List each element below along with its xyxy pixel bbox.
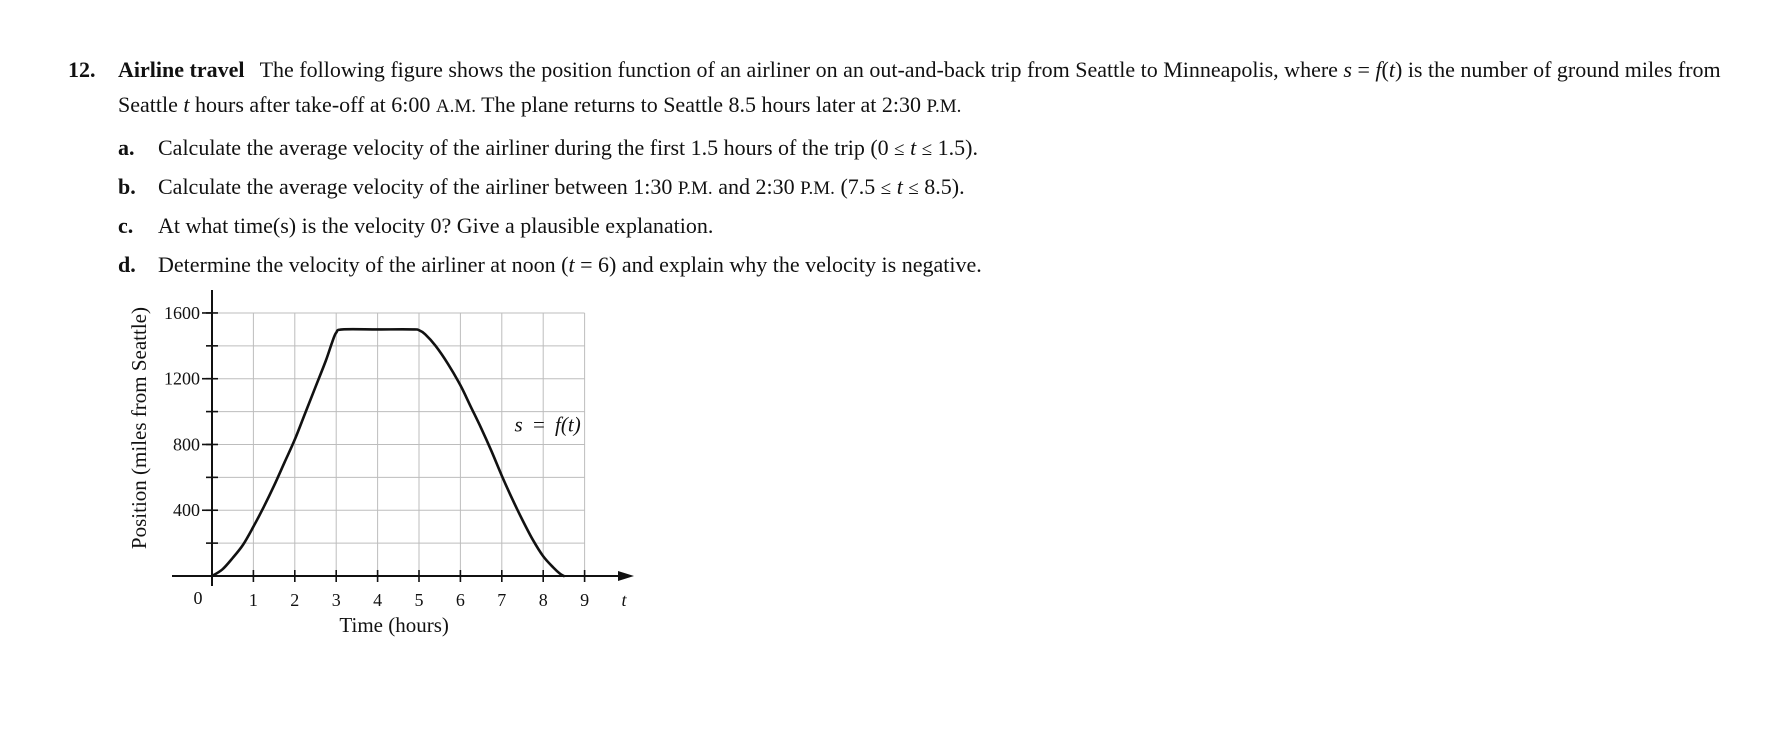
problem-intro-3: hours after take-off at 6:00 bbox=[195, 92, 431, 117]
series-line-s-of-t bbox=[212, 329, 564, 576]
part-b-pm-2: P.M. bbox=[800, 178, 835, 199]
y-tick-label: 1600 bbox=[164, 302, 200, 323]
curve-label bbox=[515, 412, 581, 436]
part-b-text-mid: and 2:30 bbox=[718, 174, 795, 199]
curve-label-t: (t) bbox=[560, 412, 581, 437]
curve-label-eq: = bbox=[532, 412, 545, 437]
problem-parts bbox=[68, 130, 1728, 286]
y-tick-label: 1200 bbox=[164, 368, 200, 389]
part-a-le-1: ≤ bbox=[894, 139, 905, 160]
part-c-text-1: At what time(s) is the velocity 0? Give a plausible explanation. bbox=[158, 213, 714, 238]
part-b-text-2: (7.5 bbox=[840, 174, 876, 199]
problem-var-t2: t bbox=[183, 92, 190, 117]
part-b-pm-1: P.M. bbox=[677, 178, 713, 199]
y-tick-label: 800 bbox=[173, 434, 200, 455]
position-graph bbox=[120, 290, 740, 730]
part-b-letter: b. bbox=[118, 174, 136, 199]
part-c-letter: c. bbox=[118, 213, 134, 238]
y-axis-label: Position (miles from Seattle) bbox=[127, 307, 151, 550]
x-tick-label: 3 bbox=[331, 590, 341, 610]
part-a-var-t: t bbox=[910, 135, 917, 160]
part-d-text-2: and explain why the velocity is negative. bbox=[621, 252, 982, 277]
problem-12 bbox=[68, 52, 1728, 286]
x-tick-label: 8 bbox=[538, 590, 548, 610]
origin-label: 0 bbox=[193, 588, 203, 608]
x-tick-label: 7 bbox=[497, 590, 507, 610]
problem-intro-4: The plane returns to Seattle 8.5 hours later at 2:30 bbox=[481, 92, 922, 117]
part-a-le-2: ≤ bbox=[921, 139, 933, 160]
curve-label-f: f bbox=[555, 412, 561, 437]
part-b-le-2: ≤ bbox=[908, 178, 919, 199]
axis-layer bbox=[172, 290, 634, 586]
x-axis-symbol: t bbox=[621, 590, 627, 610]
x-tick-label: 6 bbox=[455, 590, 465, 610]
y-tick-label: 400 bbox=[173, 500, 200, 521]
x-tick-label: 1 bbox=[248, 590, 258, 610]
x-axis-arrow bbox=[618, 571, 634, 581]
curve-label-s: s bbox=[514, 412, 523, 437]
problem-eq-sign: = bbox=[1357, 57, 1370, 82]
x-tick-label: 5 bbox=[414, 590, 424, 610]
part-a-text-1: Calculate the average velocity of the airliner during the first 1.5 hours of the trip (0 bbox=[158, 135, 889, 160]
x-axis-label: Time (hours) bbox=[339, 613, 449, 637]
part-a-letter: a. bbox=[118, 135, 135, 160]
part-b-le-1: ≤ bbox=[880, 178, 892, 199]
problem-title: Airline travel bbox=[118, 57, 245, 82]
part-b bbox=[118, 169, 1728, 208]
problem-intro-2: is the number of ground miles from Seattle bbox=[118, 57, 1721, 117]
part-b-text-1: Calculate the average velocity of the airliner between 1:30 bbox=[158, 174, 673, 199]
part-d bbox=[118, 247, 1728, 286]
problem-paren-open: ( bbox=[1381, 57, 1389, 82]
problem-statement bbox=[68, 52, 1728, 124]
part-a bbox=[118, 130, 1728, 169]
part-a-text-2: 1.5). bbox=[937, 135, 978, 160]
part-c bbox=[118, 208, 1728, 247]
part-d-text-eq: = 6) bbox=[580, 252, 617, 277]
x-tick-label: 9 bbox=[580, 590, 590, 610]
part-d-text-1: Determine the velocity of the airliner at noon ( bbox=[158, 252, 569, 277]
part-b-var-t: t bbox=[896, 174, 903, 199]
x-tick-label: 4 bbox=[373, 590, 383, 610]
grid-layer bbox=[212, 313, 585, 576]
part-b-text-3: 8.5). bbox=[924, 174, 965, 199]
part-d-var-t: t bbox=[568, 252, 575, 277]
problem-paren-close: ) bbox=[1394, 57, 1403, 82]
part-d-letter: d. bbox=[118, 252, 136, 277]
problem-var-f: f bbox=[1375, 57, 1382, 82]
problem-pm: P.M. bbox=[926, 96, 962, 117]
problem-var-t1: t bbox=[1388, 57, 1395, 82]
problem-intro-1: The following figure shows the position function of an airliner on an out-and-back trip from Seattle to Minneapolis, where bbox=[259, 57, 1338, 82]
problem-number: 12. bbox=[68, 57, 96, 82]
problem-am: A.M. bbox=[435, 96, 477, 117]
position-chart-svg bbox=[120, 290, 740, 730]
problem-var-s: s bbox=[1343, 57, 1352, 82]
x-tick-label: 2 bbox=[290, 590, 300, 610]
